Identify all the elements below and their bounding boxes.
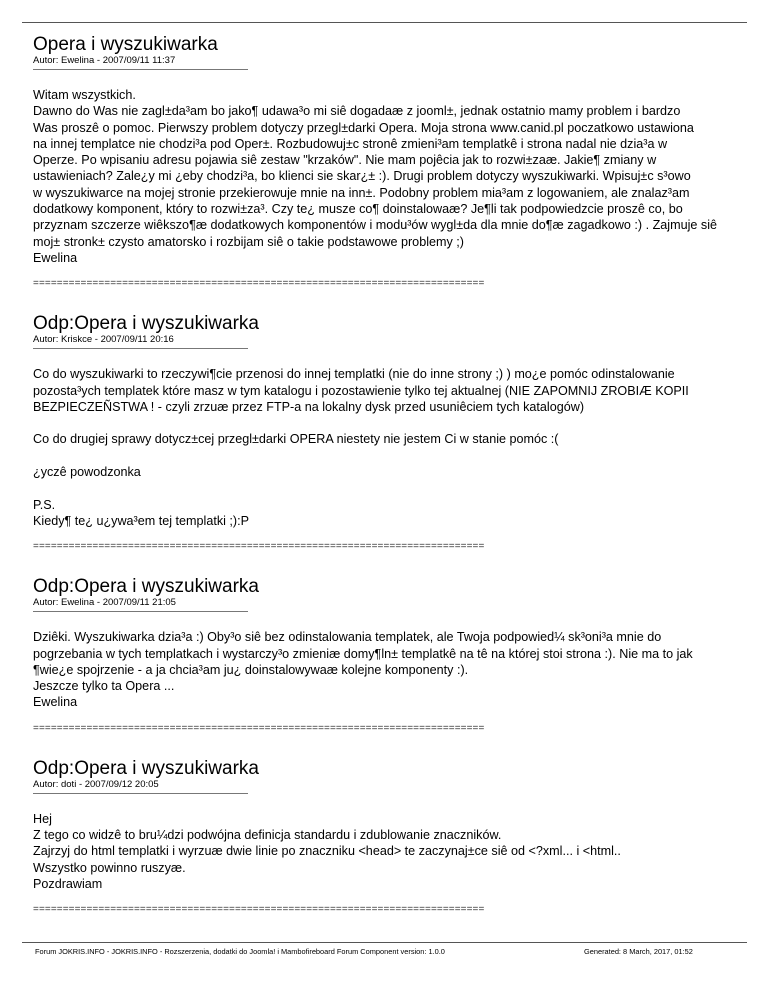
post-meta: Autor: Ewelina - 2007/09/11 21:05 [33, 597, 176, 609]
meta-divider [33, 793, 248, 794]
top-rule [22, 22, 747, 23]
post-body: Witam wszystkich. Dawno do Was nie zagl±da³am bo jako¶ udawa³o mi siê dogadaæ z jooml±, jednak ostatnio mamy problem i bardzo Was proszê o pomoc. Pierwszy problem dotyczy przegl±darki Opera. Moja strona www.canid.pl poczatkowo ustawiona na innej templatce nie chodzi³a pod Oper±. Rozbudowuj±c stronê zmieni³am templatkê i strona nadal nie dzia³a w Operze. Po wpisaniu adresu pojawia siê zestaw "krzaków". Nie mam pojêcia jak to rozwi±zaæ. Jakie¶ zmiany w ustawieniach? Zale¿y mi ¿eby chodzi³a, bo klienci sie skar¿± :). Drugi problem dotyczy wyszukiwarki. Wpisuj±c s³owo w wyszukiwarce na mojej stronie przekierowuje mnie na inn±. Podobny problem mia³am z logowaniem, ale znalaz³am dodatkowy komponent, który to rozwi±za³. Czy te¿ musze co¶ doinstalowaæ? Je¶li tak podpowiedzcie proszê co, bo przyznam szczerze wiêkszo¶æ dodatkowych komponentów i modu³ów wygl±da dla mnie do¶æ zagadkowo :) . Zajmuje siê moj± stronk± czysto amatorsko i rozbijam siê o takie podstawowe problemy ;) Ewelina [33, 88, 718, 265]
footer-generated: Generated: 8 March, 2017, 01:52 [584, 947, 693, 956]
post-separator: ============================================================================ [33, 904, 485, 916]
post-meta: Autor: doti - 2007/09/12 20:05 [33, 778, 159, 790]
meta-divider [33, 69, 248, 70]
post-body: Co do wyszukiwarki to rzeczywi¶cie przenosi do innej templatki (nie do inne strony ;) ) mo¿e pomóc odinstalowanie pozosta³ych templatek które masz w tym katalogu i pozostawienie tylko tej aktualnej (NIE ZAPOMNIJ ZROBIÆ KOPII BEZPIECZEÑSTWA ! - czyli zrzuæ przez FTP-a na lokalny dysk przed usuniêciem tych katalogów) Co do drugiej sprawy dotycz±cej przegl±darki OPERA niestety nie jestem Ci w stanie pomóc :( ¿yczê powodzonka P.S. Kiedy¶ te¿ u¿ywa³em tej templatki ;):P [33, 367, 689, 528]
post-title: Odp:Opera i wyszukiwarka [33, 757, 259, 779]
post-title: Opera i wyszukiwarka [33, 34, 218, 55]
post-separator: ============================================================================ [33, 722, 485, 734]
post [33, 314, 733, 553]
meta-divider [33, 611, 248, 612]
footer-source-text: Forum JOKRIS.INFO - JOKRIS.INFO - Rozszerzenia, dodatki do Joomla! i Mambo [35, 947, 306, 956]
post-title: Odp:Opera i wyszukiwarka [33, 313, 259, 335]
post-separator: ============================================================================ [33, 541, 485, 553]
post-body: Dziêki. Wyszukiwarka dzia³a :) Oby³o siê bez odinstalowania templatek, ale Twoja podpowied¼ sk³oni³a mnie do pogrzebania w tych templatkach i wystarczy³o zmieniæ domy¶ln± templatkê na tê na której stoi strona :). Nie ma to jak ¶wie¿e spojrzenie - a ja chcia³am ju¿ doinstalowywaæ kolejne komponenty :). Jeszcze tylko ta Opera ... Ewelina [33, 630, 693, 710]
post-meta: Autor: Kriskce - 2007/09/11 20:16 [33, 334, 174, 346]
footer-component-text: fireboard Forum Component version: 1.0.0 [305, 947, 445, 956]
post-body: Hej Z tego co widzê to bru¼dzi podwójna definicja standardu i zdublowanie znaczników. Zajrzyj do html templatki i wyrzuæ dwie linie po znaczniku <head> te zaczynaj±ce siê od <?xml... i <html.. Wszystko powinno ruszyæ. Pozdrawiam [33, 811, 621, 891]
post-separator: ============================================================================ [33, 278, 485, 290]
post [33, 35, 733, 290]
post [33, 759, 733, 916]
post-title: Odp:Opera i wyszukiwarka [33, 576, 259, 598]
footer-rule [22, 942, 747, 943]
meta-divider [33, 348, 248, 349]
post [33, 577, 733, 734]
footer-source [35, 947, 445, 956]
posts-container [33, 35, 733, 916]
post-meta: Autor: Ewelina - 2007/09/11 11:37 [33, 55, 176, 66]
